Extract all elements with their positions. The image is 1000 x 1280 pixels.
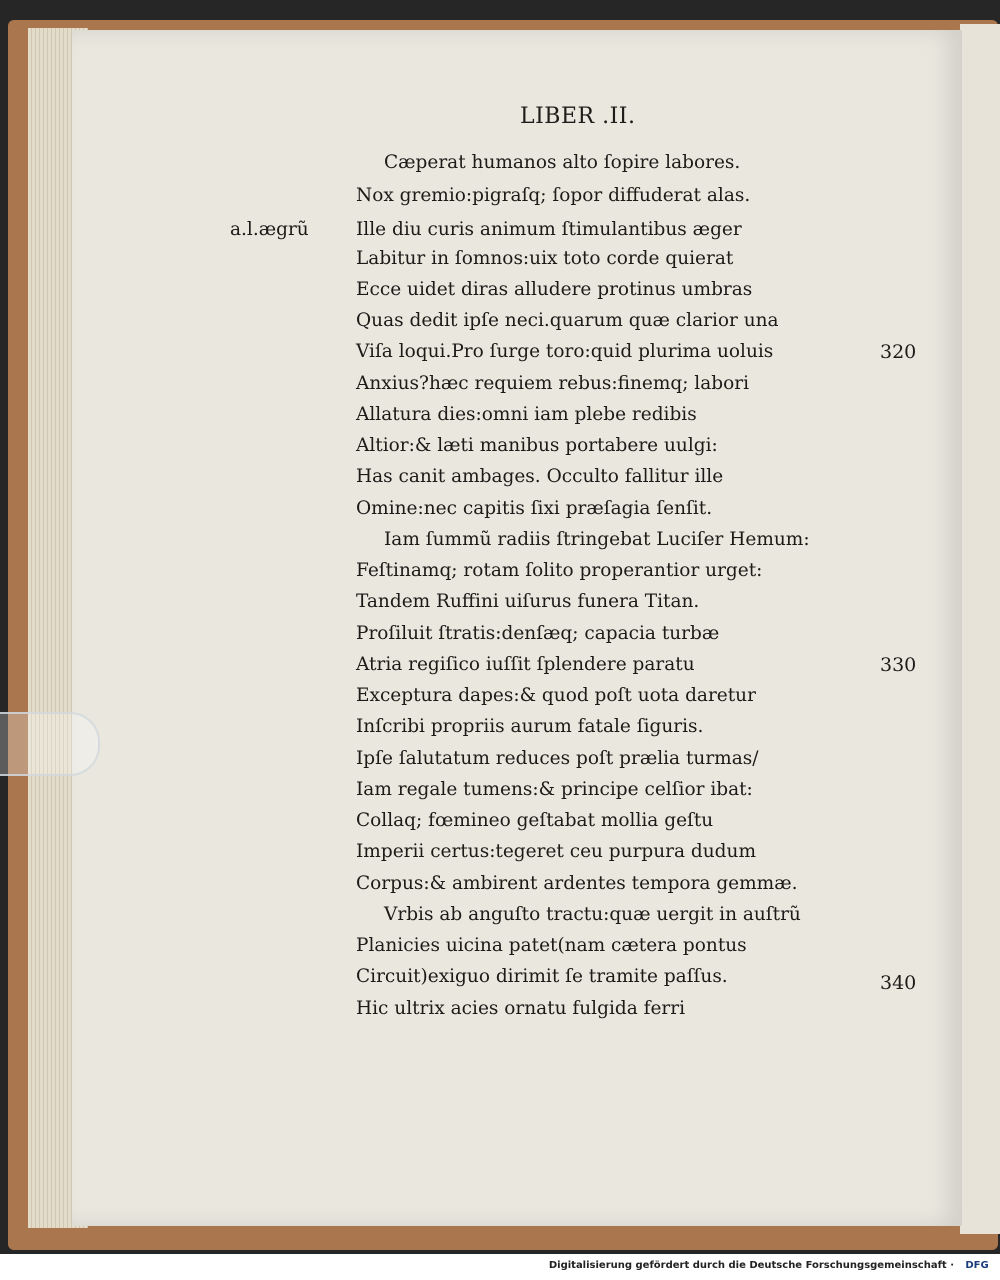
verse-line: Proſiluit ſtratis:denſæq; capacia turbæ <box>356 623 720 644</box>
verse-line: Iam regale tumens:& principe celſior ibat: <box>356 779 753 800</box>
verse-line: Collaq; fœmineo geſtabat mollia geſtu <box>356 810 714 831</box>
verse-line: Labitur in ſomnos:uix toto corde quierat <box>356 248 734 269</box>
footer-credit: Digitalisierung gefördert durch die Deutsche Forschungsgemeinschaft · <box>548 1260 954 1271</box>
verse-line: Atria regiſico iuſſit ſplendere paratu <box>356 654 695 675</box>
verse-line: Tandem Ruffini uiſurus funera Titan. <box>356 591 700 612</box>
verse-line: Quas dedit ipſe neci.quarum quæ clarior una <box>356 310 779 331</box>
verse-line: Iam ſummũ radiis ſtringebat Luciſer Hemum: <box>384 529 810 550</box>
verse-line: Imperii certus:tegeret ceu purpura dudum <box>356 841 756 862</box>
verse-line: Nox gremio:pigraſq; ſopor diffuderat alas. <box>356 185 751 206</box>
verse-line: Feſtinamq; rotam ſolito properantior urget: <box>356 560 763 581</box>
verse-line: Inſcribi propriis aurum fatale ſiguris. <box>356 716 704 737</box>
line-number: 340 <box>880 972 917 994</box>
line-number: 330 <box>880 654 917 676</box>
verse-line: Has canit ambages. Occulto fallitur ille <box>356 466 724 487</box>
dfg-logo-icon: DFG <box>960 1259 994 1273</box>
verse-line: Ecce uidet diras alludere protinus umbras <box>356 279 753 300</box>
verse-line: Ille diu curis animum ſtimulantibus æger <box>356 219 742 240</box>
line-number: 320 <box>880 341 917 363</box>
verse-line: Viſa loqui.Pro ſurge toro:quid plurima uoluis <box>356 341 774 362</box>
running-head: LIBER .II. <box>520 104 636 129</box>
verse-line: Cæperat humanos alto ſopire labores. <box>384 152 741 173</box>
verse-line: Allatura dies:omni iam plebe redibis <box>356 404 697 425</box>
verse-line: Anxius?hæc requiem rebus:finemq; labori <box>356 373 749 394</box>
verse-line: Corpus:& ambirent ardentes tempora gemmæ. <box>356 873 798 894</box>
verse-line: Exceptura dapes:& quod poſt uota daretur <box>356 685 756 706</box>
verse-line: Ipſe ſalutatum reduces poſt prælia turmas/ <box>356 748 759 769</box>
digitization-footer <box>0 1254 1000 1280</box>
marginal-gloss: a.l.ægrũ <box>230 219 309 240</box>
verse-line: Altior:& læti manibus portabere uulgi: <box>356 435 718 456</box>
verse-line: Hic ultrix acies ornatu fulgida ferri <box>356 998 686 1019</box>
verse-line: Omine:nec capitis ſixi præſagia ſenſit. <box>356 498 713 519</box>
verse-line: Planicies uicina patet(nam cætera pontus <box>356 935 747 956</box>
verse-line: Vrbis ab anguſto tractu:quæ uergit in auſtrũ <box>384 904 801 925</box>
verse-line: Circuit)exiguo dirimit ſe tramite paſſus. <box>356 966 728 987</box>
